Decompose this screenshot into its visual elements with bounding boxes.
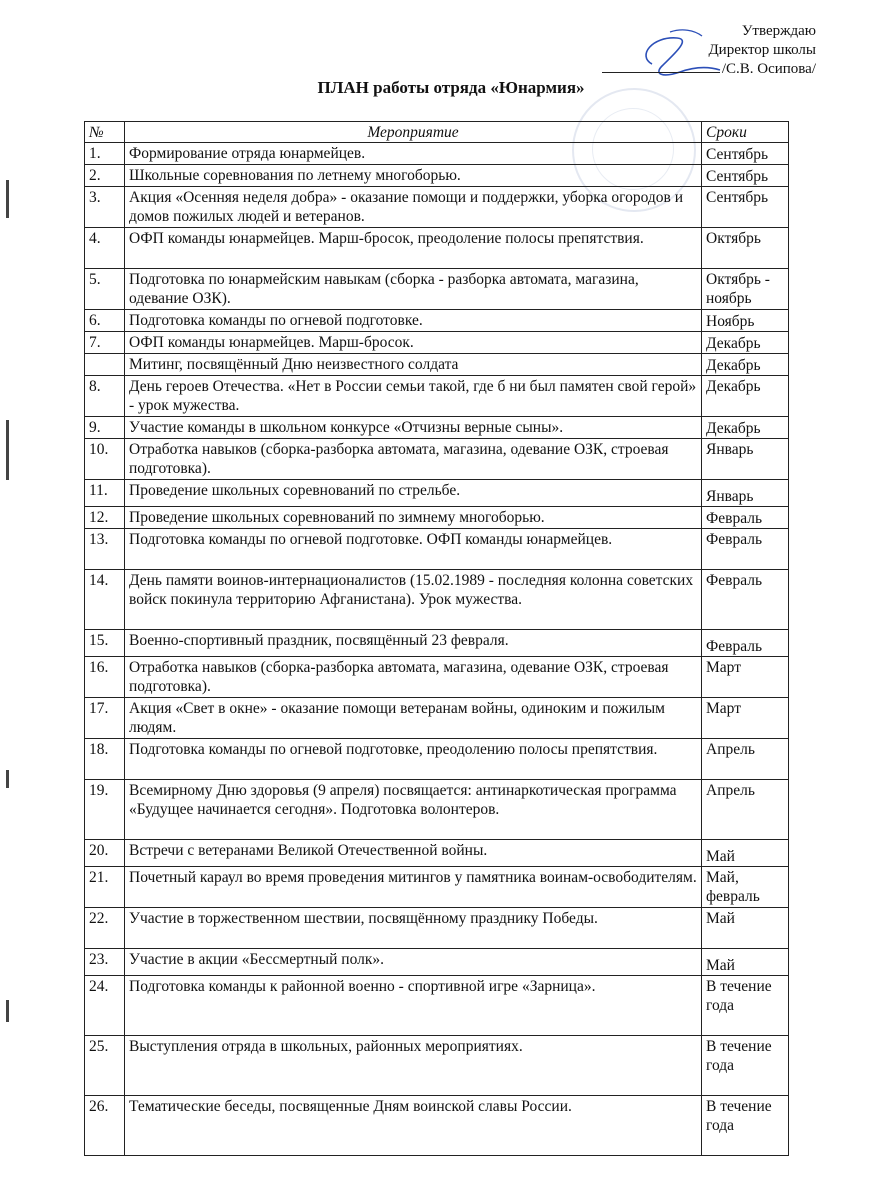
row-number: 26. — [85, 1096, 125, 1156]
row-number: 16. — [85, 657, 125, 698]
row-event: Подготовка команды по огневой подготовке. — [125, 310, 702, 332]
table-row — [85, 417, 789, 439]
row-event: Школьные соревнования по летнему многоборью. — [125, 165, 702, 187]
row-term: Февраль — [702, 630, 789, 657]
row-event: Акция «Осенняя неделя добра» - оказание помощи и поддержки, уборка огородов и домов пожилых людей и ветеранов. — [125, 187, 702, 228]
row-term: Декабрь — [702, 376, 789, 417]
table-row — [85, 840, 789, 867]
table-header-row — [85, 122, 789, 143]
row-number: 2. — [85, 165, 125, 187]
page-title — [0, 78, 872, 98]
row-event: ОФП команды юнармейцев. Марш-бросок, преодоление полосы препятствия. — [125, 228, 702, 269]
approval-block — [602, 22, 816, 79]
table-row — [85, 376, 789, 417]
row-number: 19. — [85, 780, 125, 840]
table-row — [85, 143, 789, 165]
row-event: Подготовка команды по огневой подготовке, преодолению полосы препятствия. — [125, 739, 702, 780]
row-number: 6. — [85, 310, 125, 332]
table-row — [85, 949, 789, 976]
table-row — [85, 354, 789, 376]
row-term: Февраль — [702, 529, 789, 570]
table-row — [85, 165, 789, 187]
row-event: День героев Отечества. «Нет в России семьи такой, где б ни был памятен свой герой» - урок мужества. — [125, 376, 702, 417]
table-row — [85, 908, 789, 949]
approval-line-1: Утверждаю — [741, 23, 816, 39]
row-term: Март — [702, 698, 789, 739]
row-event: Проведение школьных соревнований по зимнему многоборью. — [125, 507, 702, 529]
row-term: Сентябрь — [702, 143, 789, 165]
title-text: ПЛАН работы отряда «Юнармия» — [317, 78, 585, 97]
row-number: 7. — [85, 332, 125, 354]
row-number: 17. — [85, 698, 125, 739]
row-event: Митинг, посвящённый Дню неизвестного солдата — [125, 354, 702, 376]
row-number: 23. — [85, 949, 125, 976]
row-term: Май — [702, 840, 789, 867]
table-row — [85, 657, 789, 698]
row-event: Отработка навыков (сборка-разборка автомата, магазина, одевание ОЗК, строевая подготовка). — [125, 439, 702, 480]
row-event: Акция «Свет в окне» - оказание помощи ветеранам войны, одиноким и пожилым людям. — [125, 698, 702, 739]
row-term: Октябрь - ноябрь — [702, 269, 789, 310]
row-event: Тематические беседы, посвященные Дням воинской славы России. — [125, 1096, 702, 1156]
row-event: Военно-спортивный праздник, посвящённый 23 февраля. — [125, 630, 702, 657]
row-term: В течение года — [702, 1036, 789, 1096]
row-event: ОФП команды юнармейцев. Марш-бросок. — [125, 332, 702, 354]
table-row — [85, 867, 789, 908]
row-event: Участие команды в школьном конкурсе «Отчизны верные сыны». — [125, 417, 702, 439]
row-number: 15. — [85, 630, 125, 657]
table-row — [85, 630, 789, 657]
header-event: Мероприятие — [125, 122, 702, 143]
row-term: Апрель — [702, 739, 789, 780]
row-term: Май — [702, 949, 789, 976]
table-row — [85, 269, 789, 310]
row-term: Февраль — [702, 507, 789, 529]
row-number: 1. — [85, 143, 125, 165]
row-term: Сентябрь — [702, 187, 789, 228]
row-term: Март — [702, 657, 789, 698]
row-term: Декабрь — [702, 354, 789, 376]
table-row — [85, 310, 789, 332]
table-row — [85, 228, 789, 269]
table-row — [85, 480, 789, 507]
table-row — [85, 332, 789, 354]
row-number: 18. — [85, 739, 125, 780]
row-term: Май, февраль — [702, 867, 789, 908]
row-number: 8. — [85, 376, 125, 417]
row-event: Выступления отряда в школьных, районных мероприятиях. — [125, 1036, 702, 1096]
row-event: Участие в торжественном шествии, посвящённому празднику Победы. — [125, 908, 702, 949]
header-term: Сроки — [702, 122, 789, 143]
row-term: Январь — [702, 439, 789, 480]
row-term: В течение года — [702, 976, 789, 1036]
row-number: 14. — [85, 570, 125, 630]
row-event: Подготовка команды по огневой подготовке. ОФП команды юнармейцев. — [125, 529, 702, 570]
row-term: Ноябрь — [702, 310, 789, 332]
row-event: Всемирному Дню здоровья (9 апреля) посвящается: антинаркотическая программа «Будущее начинается сегодня». Подготовка волонтеров. — [125, 780, 702, 840]
row-event: Подготовка команды к районной военно - спортивной игре «Зарница». — [125, 976, 702, 1036]
table-row — [85, 739, 789, 780]
table-row — [85, 507, 789, 529]
table-row — [85, 1036, 789, 1096]
row-term: Май — [702, 908, 789, 949]
row-number: 21. — [85, 867, 125, 908]
row-number: 3. — [85, 187, 125, 228]
table-row — [85, 570, 789, 630]
row-event: День памяти воинов-интернационалистов (15.02.1989 - последняя колонна советских войск покинула территорию Афганистана). Урок мужества. — [125, 570, 702, 630]
director-name: /С.В. Осипова/ — [721, 61, 816, 77]
binding-mark — [6, 770, 9, 788]
row-event: Формирование отряда юнармейцев. — [125, 143, 702, 165]
row-term: Октябрь — [702, 228, 789, 269]
row-number: 24. — [85, 976, 125, 1036]
binding-mark — [6, 1000, 9, 1022]
binding-mark — [6, 180, 9, 218]
table-row — [85, 529, 789, 570]
row-event: Встречи с ветеранами Великой Отечественной войны. — [125, 840, 702, 867]
table-row — [85, 976, 789, 1036]
row-event: Проведение школьных соревнований по стрельбе. — [125, 480, 702, 507]
row-event: Подготовка по юнармейским навыкам (сборка - разборка автомата, магазина, одевание ОЗК). — [125, 269, 702, 310]
row-event: Почетный караул во время проведения митингов у памятника воинам-освободителям. — [125, 867, 702, 908]
row-term: Апрель — [702, 780, 789, 840]
row-term: Декабрь — [702, 332, 789, 354]
table-row — [85, 439, 789, 480]
row-number: 25. — [85, 1036, 125, 1096]
row-event: Участие в акции «Бессмертный полк». — [125, 949, 702, 976]
table-row — [85, 187, 789, 228]
approval-line-3 — [602, 60, 816, 79]
table-row — [85, 1096, 789, 1156]
row-term: Сентябрь — [702, 165, 789, 187]
row-term: Февраль — [702, 570, 789, 630]
approval-line-2: Директор школы — [708, 42, 816, 58]
header-number: № — [85, 122, 125, 143]
row-number: 4. — [85, 228, 125, 269]
row-number — [85, 354, 125, 376]
table-row — [85, 780, 789, 840]
row-term: В течение года — [702, 1096, 789, 1156]
row-number: 5. — [85, 269, 125, 310]
row-number: 10. — [85, 439, 125, 480]
row-number: 13. — [85, 529, 125, 570]
row-number: 12. — [85, 507, 125, 529]
table-row — [85, 698, 789, 739]
row-term: Декабрь — [702, 417, 789, 439]
signature-line — [602, 60, 720, 73]
row-number: 9. — [85, 417, 125, 439]
binding-mark — [6, 420, 9, 480]
row-number: 22. — [85, 908, 125, 949]
row-term: Январь — [702, 480, 789, 507]
plan-table — [84, 121, 789, 1156]
row-number: 11. — [85, 480, 125, 507]
row-event: Отработка навыков (сборка-разборка автомата, магазина, одевание ОЗК, строевая подготовка). — [125, 657, 702, 698]
row-number: 20. — [85, 840, 125, 867]
